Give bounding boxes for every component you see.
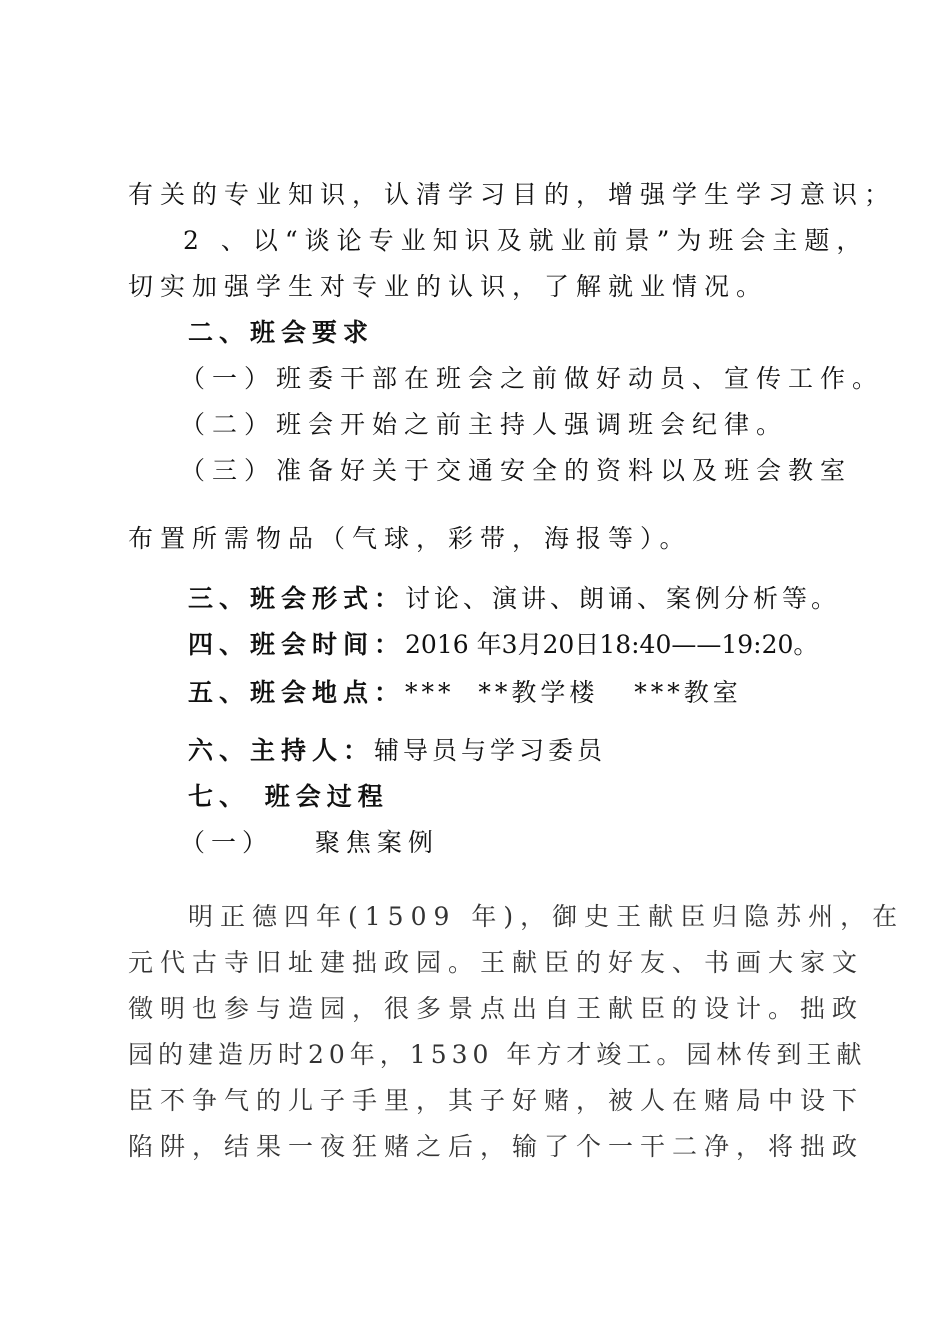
place-row — [188, 676, 742, 710]
form-row — [188, 582, 840, 616]
case-line-6: 陷阱，结果一夜狂赌之后，输了个一干二净，将拙政 — [128, 1132, 865, 1161]
case-line-4: 园的建造历时20年，1530 年方才竣工。园林传到王献 — [128, 1040, 867, 1069]
case-line-2: 元代古寺旧址建拙政园。王献臣的好友、书画大家文 — [128, 948, 865, 977]
time-value: 2016 年3月20日18:40——19:20。 — [405, 630, 819, 659]
form-value: 讨论、演讲、朗诵、案例分析等。 — [405, 584, 841, 613]
host-row — [188, 734, 606, 768]
intro-line-1: 有关的专业知识，认清学习目的，增强学生学习意识； — [128, 180, 897, 209]
case-line-5: 臣不争气的儿子手里，其子好赌，被人在赌局中设下 — [128, 1086, 865, 1115]
requirement-item-1: （一）班委干部在班会之前做好动员、宣传工作。 — [180, 364, 885, 393]
requirement-item-3-line-2: 布置所需物品（气球，彩带，海报等）。 — [128, 524, 692, 553]
intro-line-2: 2 、以“谈论专业知识及就业前景”为班会主题， — [183, 226, 869, 255]
case-line-1: 明正德四年(1509 年)，御史王献臣归隐苏州，在 — [188, 902, 905, 931]
intro-line-3: 切实加强学生对专业的认识，了解就业情况。 — [128, 272, 769, 301]
requirement-item-3-line-1: （三）准备好关于交通安全的资料以及班会教室 — [180, 456, 853, 485]
process-sub-1: （一） 聚焦案例 — [180, 828, 439, 857]
requirement-item-2: （二）班会开始之前主持人强调班会纪律。 — [180, 410, 789, 439]
case-line-3: 徵明也参与造园，很多景点出自王献臣的设计。拙政 — [128, 994, 865, 1023]
host-value: 辅导员与学习委员 — [374, 736, 607, 765]
host-label: 六、主持人： — [188, 736, 375, 765]
requirements-heading: 二、班会要求 — [188, 318, 375, 347]
place-value: *** **教学楼 ***教室 — [405, 678, 742, 707]
time-label: 四、班会时间： — [188, 630, 406, 659]
process-heading: 七、 班会过程 — [188, 782, 389, 811]
place-label: 五、班会地点： — [188, 678, 406, 707]
form-label: 三、班会形式： — [188, 584, 406, 613]
time-row — [188, 628, 818, 662]
